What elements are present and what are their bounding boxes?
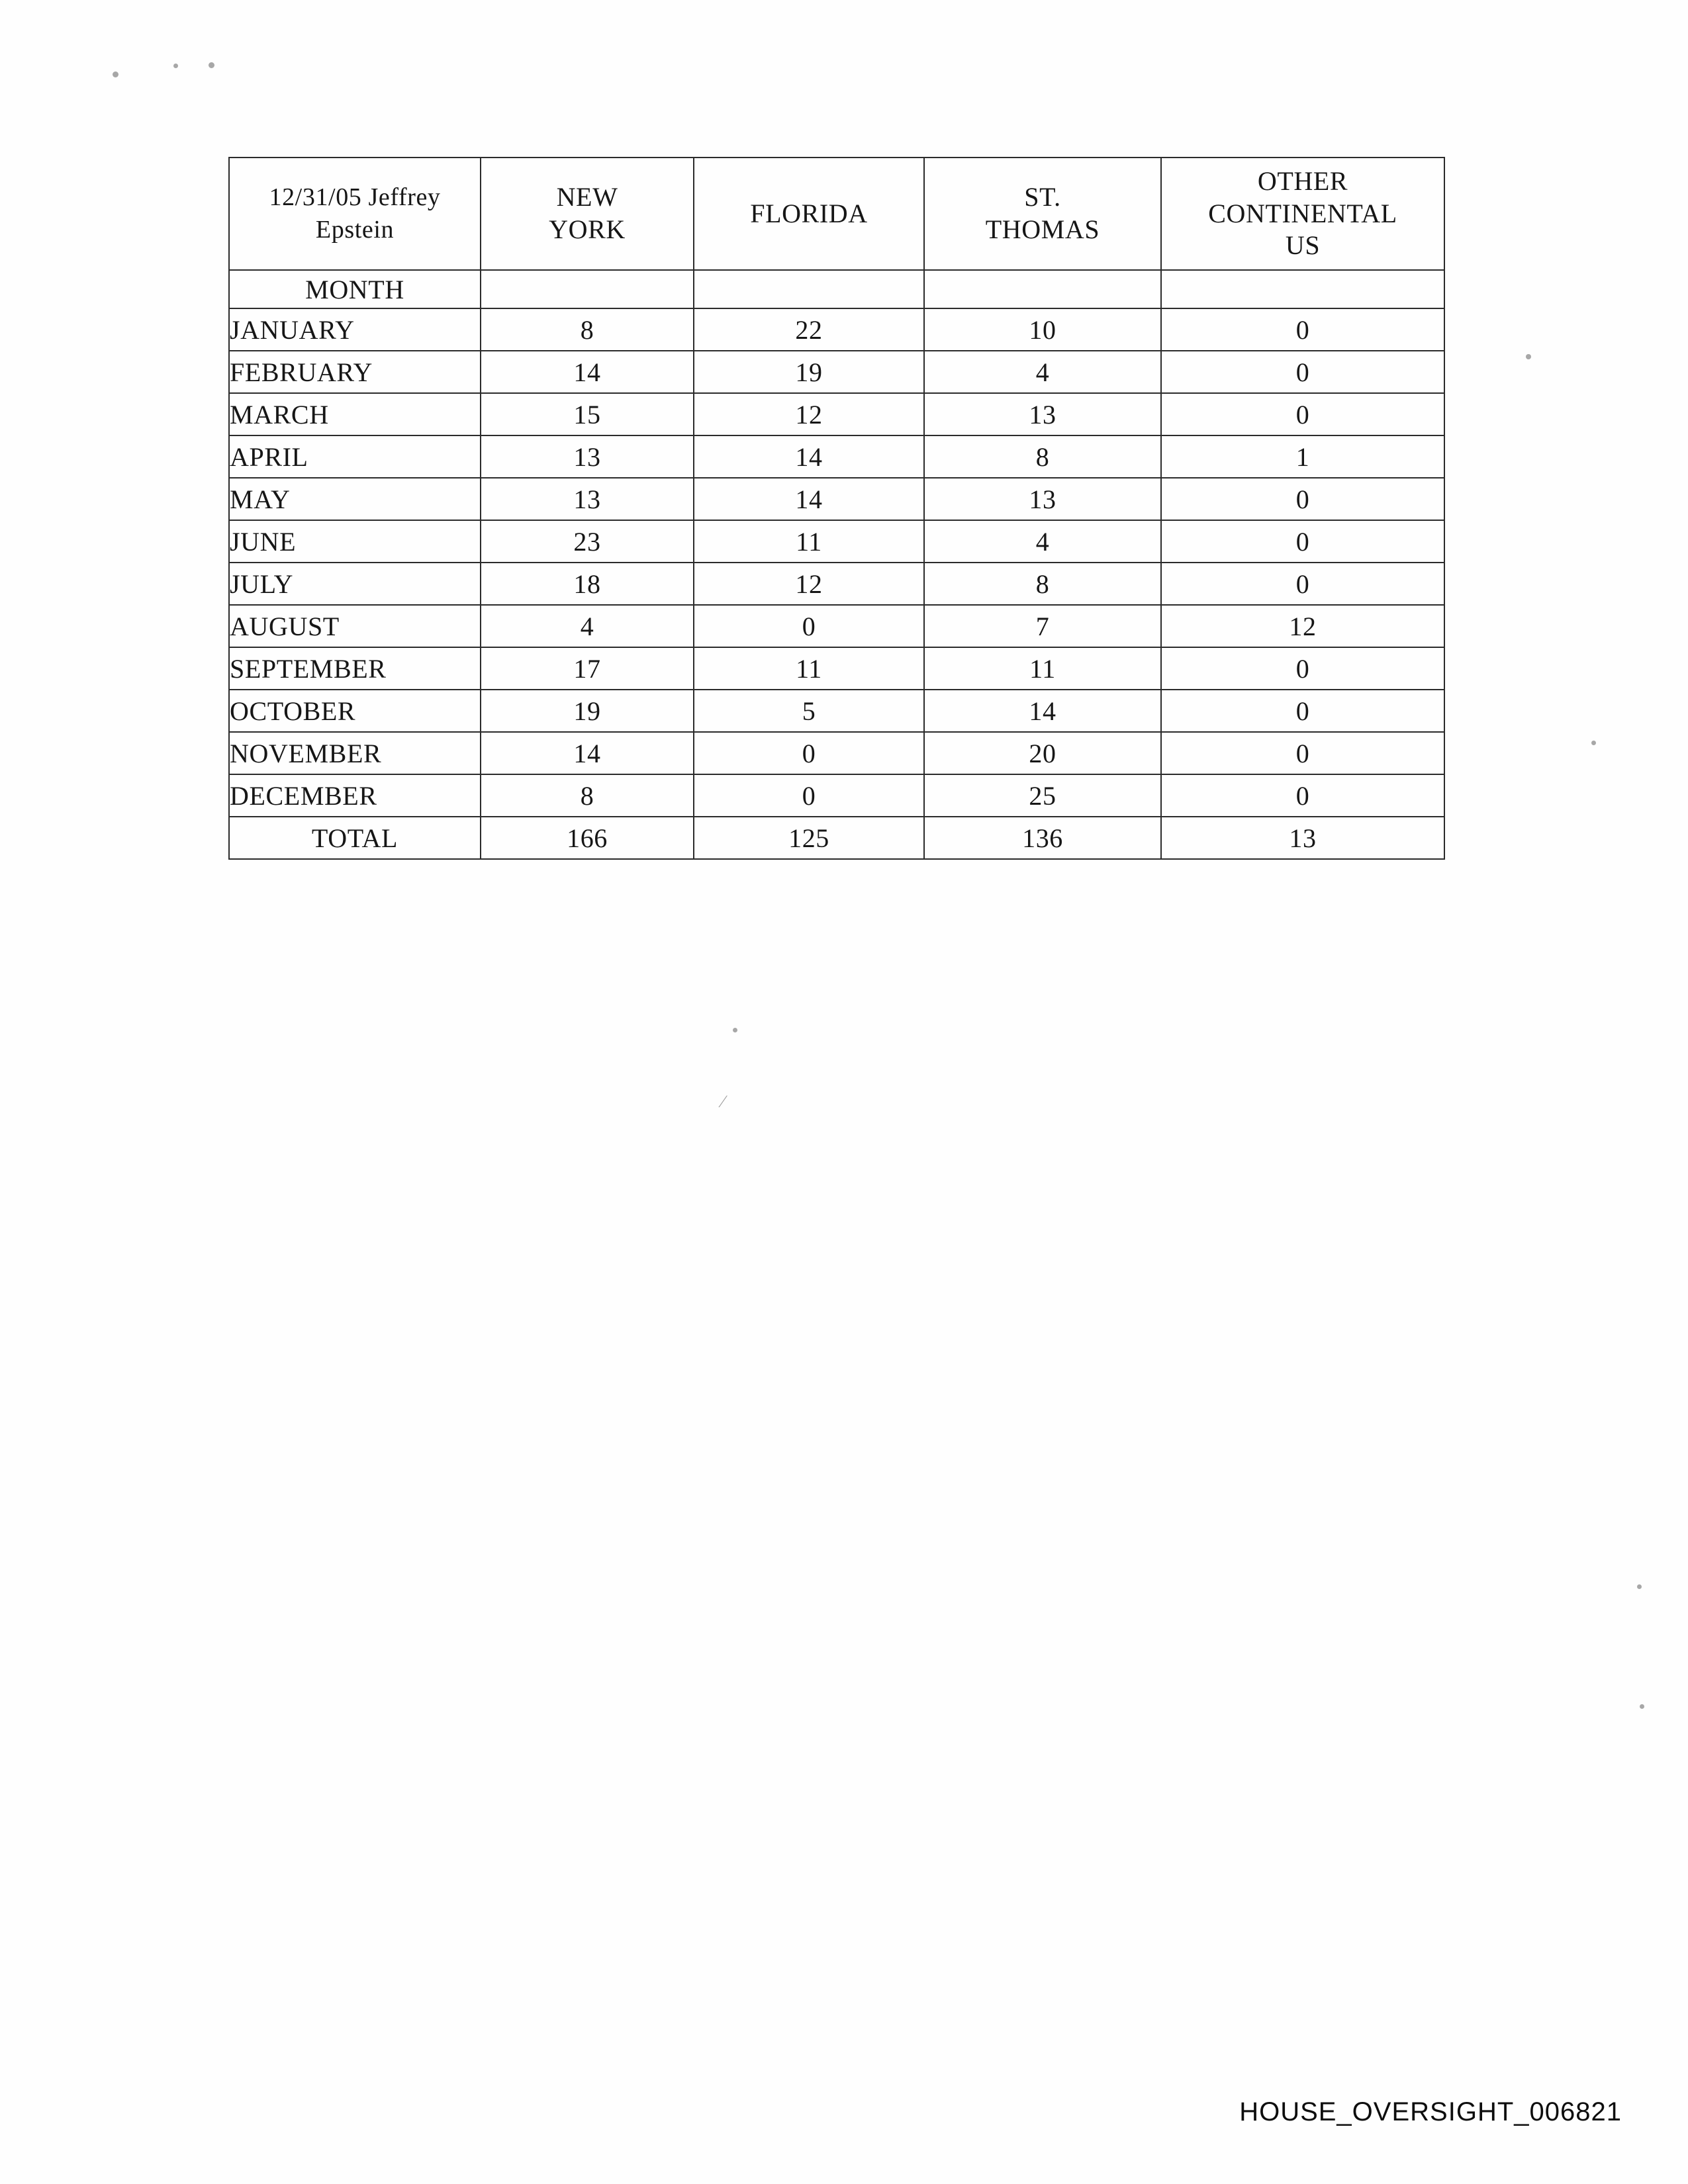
document-bates-number: HOUSE_OVERSIGHT_006821 — [1239, 2097, 1622, 2126]
cell-new-york: 23 — [481, 520, 694, 563]
cell-other-continental-us: 0 — [1161, 308, 1444, 351]
cell-florida: 0 — [694, 605, 924, 647]
table-row — [229, 690, 1444, 732]
header-line: OTHER — [1257, 165, 1348, 196]
cell-st-thomas: 8 — [924, 435, 1161, 478]
row-label: JANUARY — [229, 308, 481, 351]
table-row — [229, 351, 1444, 393]
cell-other-continental-us: 0 — [1161, 351, 1444, 393]
cell-st-thomas: 7 — [924, 605, 1161, 647]
total-st-thomas: 136 — [924, 817, 1161, 859]
row-label: MARCH — [229, 393, 481, 435]
table-row — [229, 774, 1444, 817]
cell-new-york: 15 — [481, 393, 694, 435]
cell-florida: 11 — [694, 647, 924, 690]
row-label: MAY — [229, 478, 481, 520]
table-row — [229, 435, 1444, 478]
cell-florida: 5 — [694, 690, 924, 732]
row-label: FEBRUARY — [229, 351, 481, 393]
scan-artifact — [1526, 354, 1531, 359]
header-line: YORK — [549, 214, 626, 244]
cell-other-continental-us: 0 — [1161, 520, 1444, 563]
column-header-new-york — [481, 158, 694, 270]
row-label: OCTOBER — [229, 690, 481, 732]
total-new-york: 166 — [481, 817, 694, 859]
row-label: APRIL — [229, 435, 481, 478]
cell-new-york: 17 — [481, 647, 694, 690]
cell-florida: 11 — [694, 520, 924, 563]
cell-other-continental-us: 0 — [1161, 774, 1444, 817]
cell-st-thomas: 20 — [924, 732, 1161, 774]
scan-artifact — [1591, 741, 1596, 745]
table-row — [229, 732, 1444, 774]
scan-artifact — [733, 1028, 737, 1032]
table-title-cell — [229, 158, 481, 270]
cell-st-thomas: 14 — [924, 690, 1161, 732]
title-line-first-name: Jeffrey — [368, 183, 441, 211]
cell-new-york: 13 — [481, 478, 694, 520]
total-other-continental-us: 13 — [1161, 817, 1444, 859]
cell-florida: 19 — [694, 351, 924, 393]
scan-artifact — [209, 62, 214, 68]
scan-artifact-pen-mark: ⁄ — [722, 1092, 725, 1111]
cell-new-york: 8 — [481, 308, 694, 351]
cell-st-thomas: 11 — [924, 647, 1161, 690]
table-row-total — [229, 817, 1444, 859]
header-line: FLORIDA — [750, 198, 868, 228]
cell-florida: 0 — [694, 732, 924, 774]
table-row-month-label — [229, 270, 1444, 308]
table-row — [229, 478, 1444, 520]
cell-other-continental-us: 0 — [1161, 690, 1444, 732]
table-row — [229, 520, 1444, 563]
cell-other-continental-us: 0 — [1161, 393, 1444, 435]
cell-new-york: 4 — [481, 605, 694, 647]
header-line: US — [1285, 230, 1321, 261]
table-row — [229, 308, 1444, 351]
scan-artifact — [1637, 1584, 1642, 1589]
cell-florida: 14 — [694, 478, 924, 520]
cell-florida: 12 — [694, 393, 924, 435]
scan-artifact — [113, 71, 118, 77]
row-label: NOVEMBER — [229, 732, 481, 774]
cell-st-thomas: 4 — [924, 520, 1161, 563]
table-row — [229, 605, 1444, 647]
row-label: JULY — [229, 563, 481, 605]
cell-st-thomas: 13 — [924, 393, 1161, 435]
cell-other-continental-us: 0 — [1161, 647, 1444, 690]
table-header-row — [229, 158, 1444, 270]
empty-cell — [924, 270, 1161, 308]
cell-florida: 14 — [694, 435, 924, 478]
cell-st-thomas: 25 — [924, 774, 1161, 817]
empty-cell — [1161, 270, 1444, 308]
cell-new-york: 14 — [481, 351, 694, 393]
cell-florida: 0 — [694, 774, 924, 817]
cell-new-york: 13 — [481, 435, 694, 478]
cell-st-thomas: 10 — [924, 308, 1161, 351]
cell-other-continental-us: 0 — [1161, 478, 1444, 520]
table-row — [229, 563, 1444, 605]
cell-florida: 22 — [694, 308, 924, 351]
scan-artifact — [173, 64, 178, 68]
header-line: THOMAS — [985, 214, 1100, 244]
total-label: TOTAL — [229, 817, 481, 859]
cell-new-york: 18 — [481, 563, 694, 605]
cell-new-york: 19 — [481, 690, 694, 732]
row-label: SEPTEMBER — [229, 647, 481, 690]
header-line: NEW — [556, 182, 618, 212]
row-label: AUGUST — [229, 605, 481, 647]
title-line-date: 12/31/05 — [269, 183, 362, 211]
column-header-florida — [694, 158, 924, 270]
title-line-last-name: Epstein — [315, 216, 395, 244]
total-florida: 125 — [694, 817, 924, 859]
table-row — [229, 647, 1444, 690]
month-column-label: MONTH — [229, 270, 481, 308]
scan-artifact — [1640, 1704, 1644, 1709]
cell-st-thomas: 13 — [924, 478, 1161, 520]
cell-other-continental-us: 0 — [1161, 563, 1444, 605]
cell-other-continental-us: 12 — [1161, 605, 1444, 647]
row-label: DECEMBER — [229, 774, 481, 817]
header-line: CONTINENTAL — [1208, 198, 1397, 228]
cell-florida: 12 — [694, 563, 924, 605]
column-header-other-continental-us — [1161, 158, 1444, 270]
header-line: ST. — [1024, 182, 1061, 212]
cell-st-thomas: 8 — [924, 563, 1161, 605]
row-label: JUNE — [229, 520, 481, 563]
table-row — [229, 393, 1444, 435]
empty-cell — [694, 270, 924, 308]
cell-other-continental-us: 1 — [1161, 435, 1444, 478]
cell-new-york: 8 — [481, 774, 694, 817]
empty-cell — [481, 270, 694, 308]
cell-other-continental-us: 0 — [1161, 732, 1444, 774]
flight-log-table-container — [228, 157, 1444, 860]
cell-st-thomas: 4 — [924, 351, 1161, 393]
cell-new-york: 14 — [481, 732, 694, 774]
flight-log-table — [228, 157, 1445, 860]
column-header-st-thomas — [924, 158, 1161, 270]
